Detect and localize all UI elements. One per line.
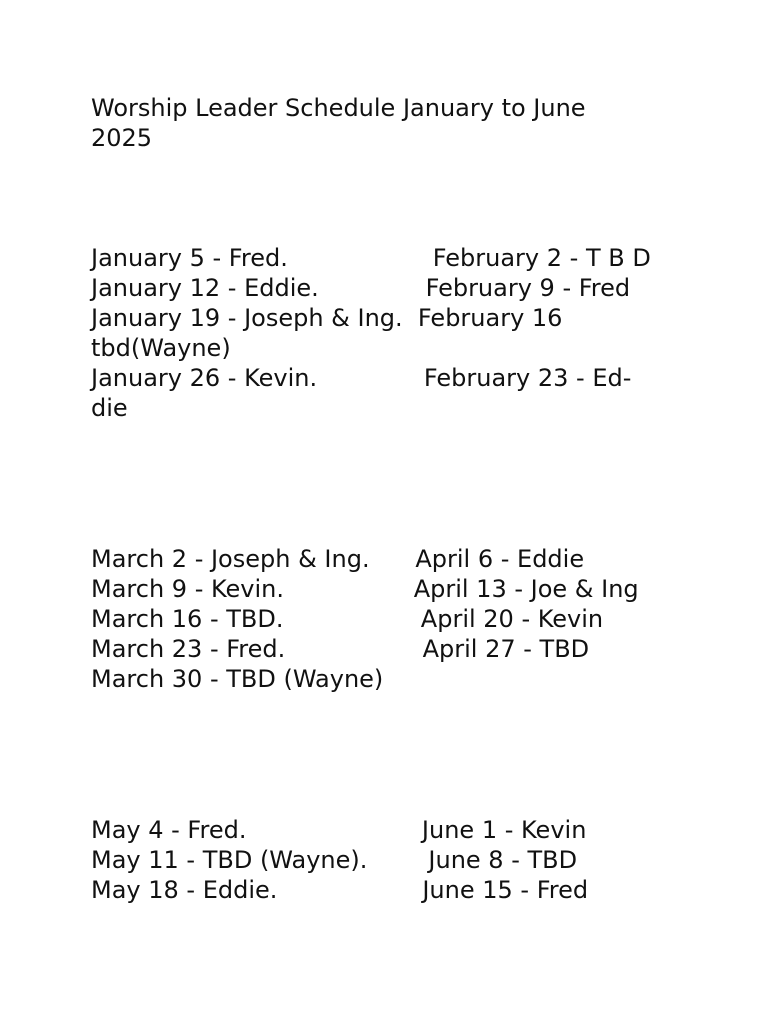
schedule-line-may-jun-2: May 11 - TBD (Wayne). June 8 - TBD: [91, 846, 578, 874]
schedule-line-mar-apr-3: March 16 - TBD. April 20 - Kevin: [91, 605, 604, 633]
schedule-line-mar-apr-5: March 30 - TBD (Wayne): [91, 665, 384, 693]
schedule-line-mar-apr-4: March 23 - Fred. April 27 - TBD: [91, 635, 590, 663]
document-title-line-2: 2025: [91, 124, 153, 152]
schedule-line-may-jun-3: May 18 - Eddie. June 15 - Fred: [91, 876, 589, 904]
schedule-line-mar-apr-1: March 2 - Joseph & Ing. April 6 - Eddie: [91, 545, 585, 573]
schedule-line-jan-feb-6: die: [91, 394, 128, 422]
schedule-line-jan-feb-3: January 19 - Joseph & Ing. February 16: [91, 304, 563, 332]
schedule-line-jan-feb-5: January 26 - Kevin. February 23 - Ed-: [91, 364, 632, 392]
schedule-line-jan-feb-2: January 12 - Eddie. February 9 - Fred: [91, 274, 631, 302]
schedule-line-jan-feb-1: January 5 - Fred. February 2 - T B D: [91, 244, 651, 272]
document-title-line-1: Worship Leader Schedule January to June: [91, 94, 586, 122]
schedule-line-may-jun-1: May 4 - Fred. June 1 - Kevin: [91, 816, 587, 844]
schedule-line-mar-apr-2: March 9 - Kevin. April 13 - Joe & Ing: [91, 575, 639, 603]
schedule-line-jan-feb-4: tbd(Wayne): [91, 334, 231, 362]
